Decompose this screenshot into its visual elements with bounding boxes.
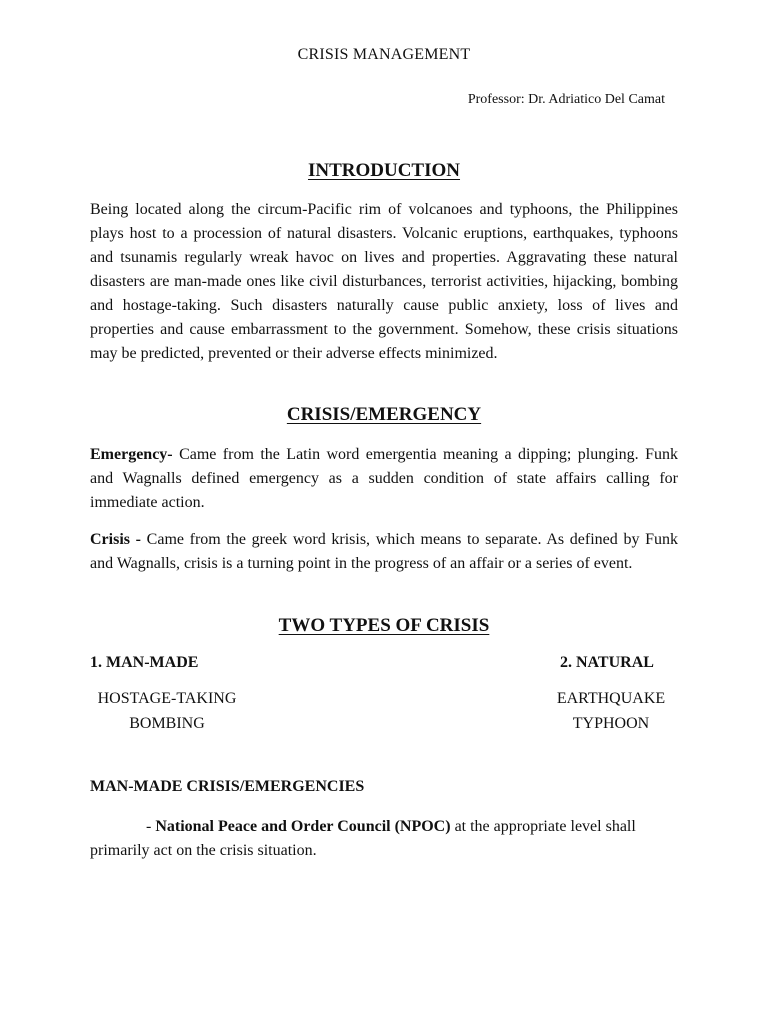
man-made-section-heading: MAN-MADE CRISIS/EMERGENCIES bbox=[90, 778, 365, 795]
crisis-text: Came from the greek word krisis, which means to separate. As defined by Funk and Wagnalls, crisis is a turning point in the progress of an affair or a series of event. bbox=[90, 531, 679, 572]
crisis-types-heading: TWO TYPES OF CRISIS bbox=[278, 615, 490, 636]
npoc-prefix: - bbox=[146, 818, 156, 835]
emergency-text: Came from the Latin word emergentia meaning a dipping; plunging. Funk and Wagnalls defined emergency as a sudden condition of state affairs calling for immediate action. bbox=[90, 446, 678, 511]
natural-label: 2. NATURAL bbox=[560, 654, 654, 671]
introduction-paragraph: Being located along the circum-Pacific rim of volcanoes and typhoons, the Philippines plays host to a procession of natural disasters. Volcanic eruptions, earthquakes, typhoons and tsunamis regularly wreak havoc on lives and properties. Aggravating these natural disasters are man-made ones like civil disturbances, terrorist activities, hijacking, bombing and hostage-taking. Such disasters naturally cause public anxiety, loss of lives and properties and cause embarrassment to the government. Somehow, these crisis situations may be predicted, prevented or their adverse effects minimized. bbox=[90, 201, 678, 362]
npoc-paragraph bbox=[90, 815, 678, 863]
emergency-term: Emergency- bbox=[90, 446, 173, 463]
introduction-heading: INTRODUCTION bbox=[307, 160, 461, 181]
npoc-term: National Peace and Order Council (NPOC) bbox=[155, 818, 451, 835]
crisis-definition bbox=[90, 528, 678, 576]
crisis-emergency-heading: CRISIS/EMERGENCY bbox=[286, 404, 482, 425]
document-title: CRISIS MANAGEMENT bbox=[297, 46, 471, 63]
emergency-definition bbox=[90, 443, 678, 515]
list-item: TYPHOON bbox=[572, 715, 650, 732]
man-made-label: 1. MAN-MADE bbox=[90, 654, 199, 671]
crisis-term: Crisis - bbox=[90, 531, 141, 548]
list-item: EARTHQUAKE bbox=[556, 690, 666, 707]
npoc-text: at the appropriate level shall primarily act on the crisis situation. bbox=[90, 818, 636, 859]
man-made-list bbox=[90, 686, 244, 736]
list-item: HOSTAGE-TAKING bbox=[97, 690, 237, 707]
list-item: BOMBING bbox=[129, 715, 205, 732]
natural-list bbox=[551, 686, 671, 736]
professor-line: Professor: Dr. Adriatico Del Camat bbox=[467, 92, 665, 107]
